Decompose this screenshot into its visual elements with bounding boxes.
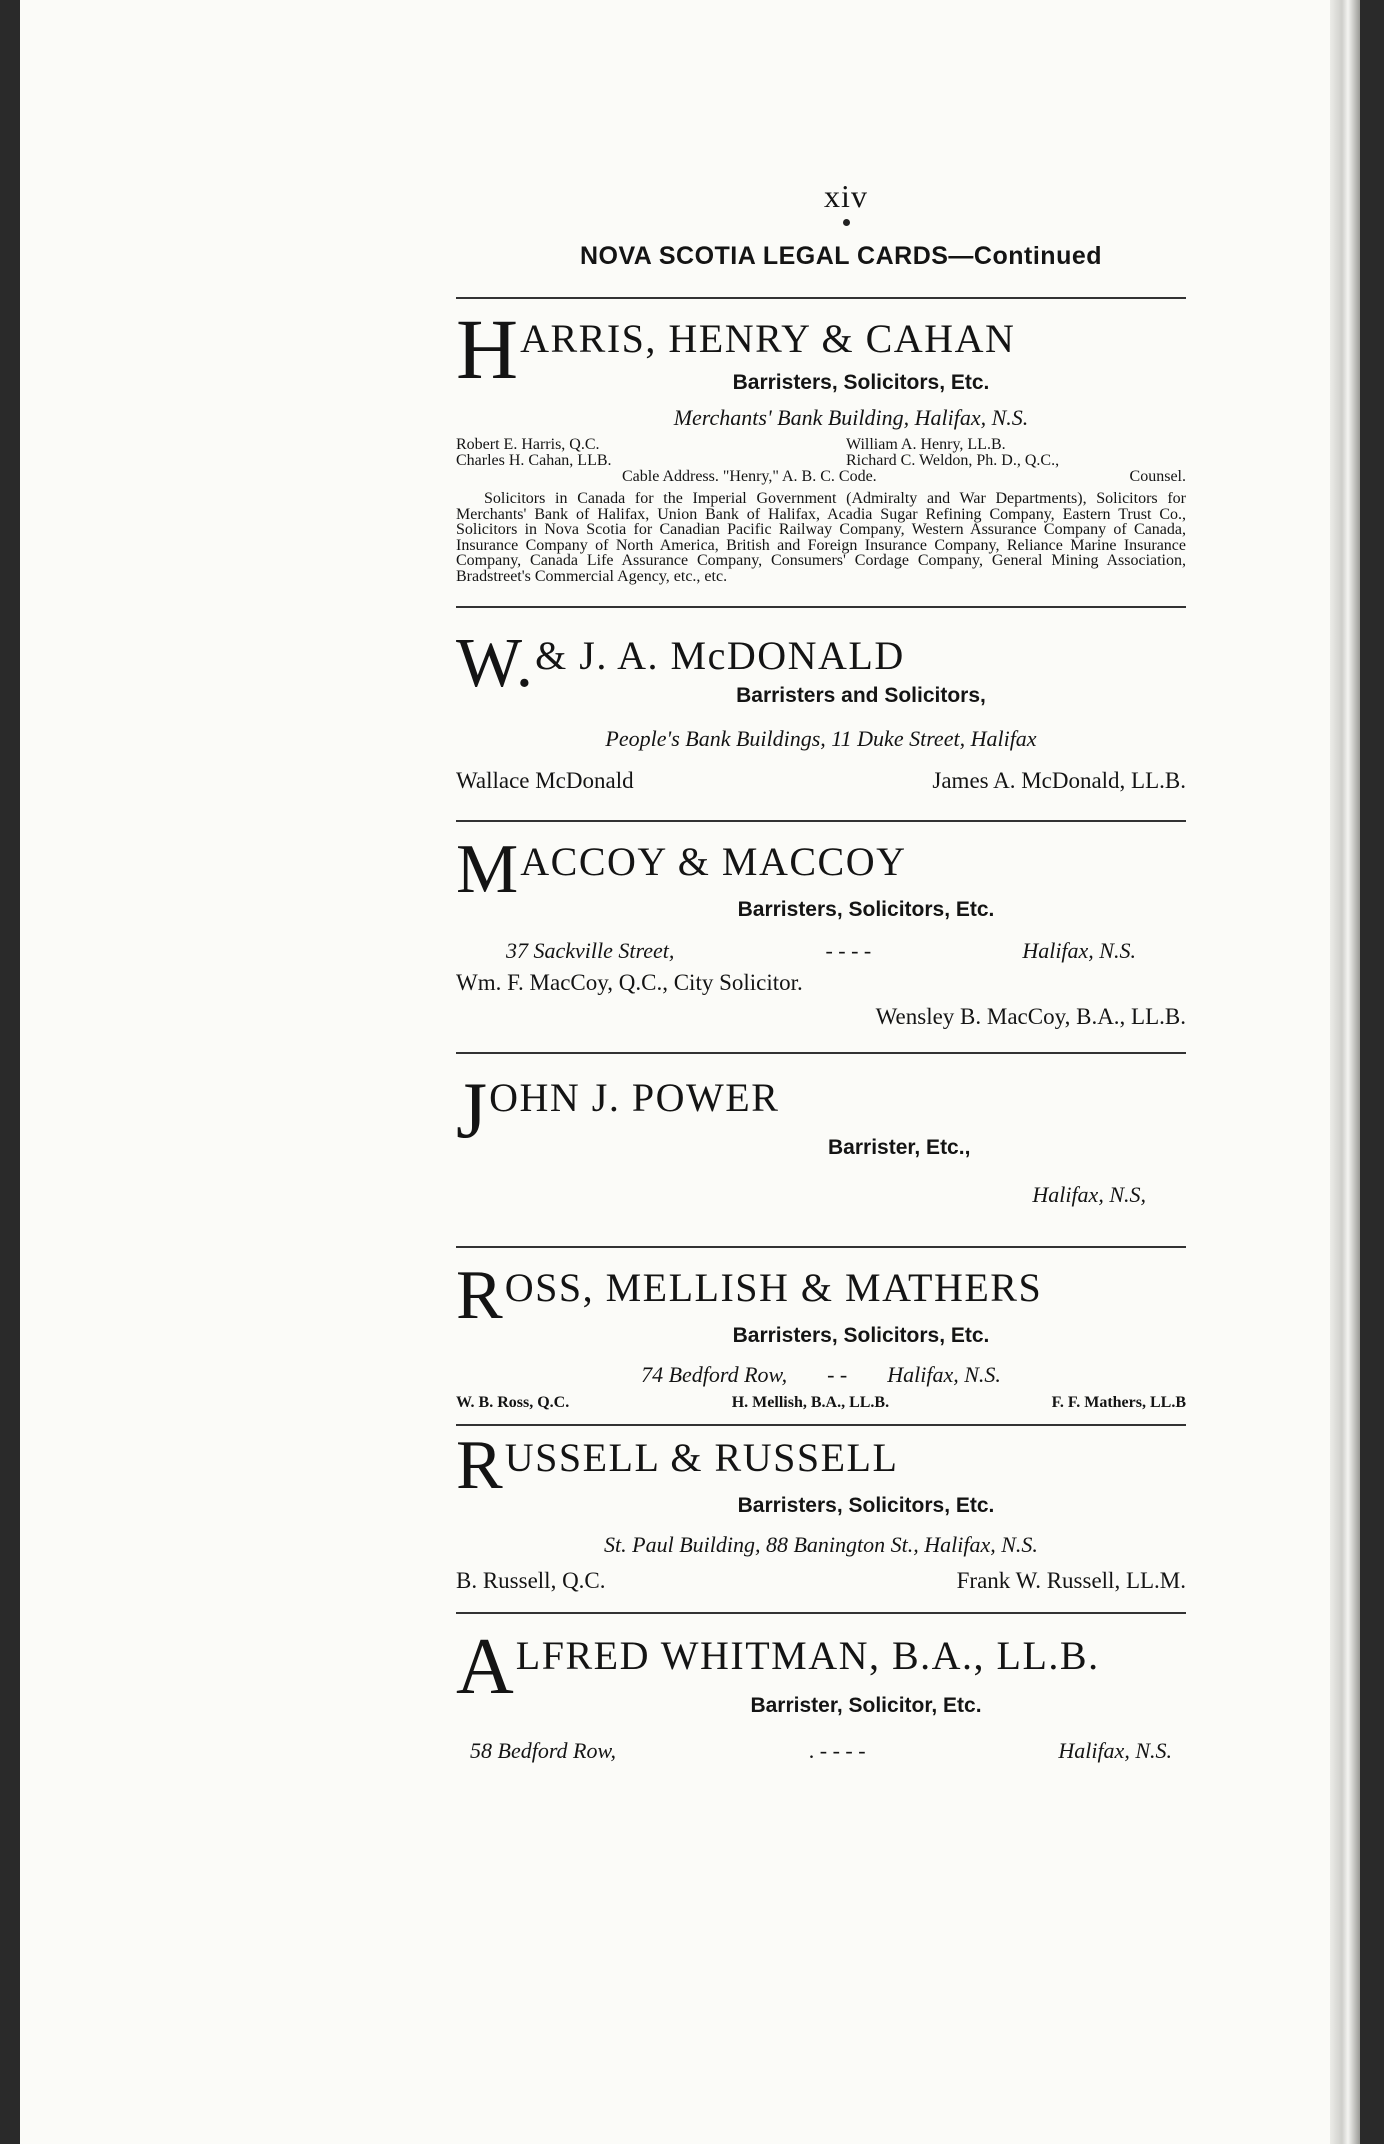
card-mcdonald: [456, 608, 1186, 794]
firm-initial: H: [456, 301, 519, 397]
member: H. Mellish, B.A., LL.B.: [731, 1394, 890, 1411]
firm-initial: W.: [456, 625, 534, 702]
address-street: 37 Sackville Street,: [506, 938, 675, 963]
address-dashes: . - - - -: [808, 1738, 866, 1763]
firm-initial: R: [456, 1257, 503, 1334]
profession: Barristers, Solicitors, Etc.: [732, 371, 990, 394]
address: People's Bank Buildings, 11 Duke Street, Halifax: [605, 726, 1037, 751]
members-row: [456, 1394, 1186, 1412]
clients-text: [456, 491, 1186, 584]
partner: Charles H. Cahan, LLB.: [456, 452, 612, 469]
firm-name-rest: ACCOY & MACCOY: [520, 839, 907, 884]
card-maccoy: [456, 822, 1186, 1030]
member: W. B. Ross, Q.C.: [456, 1394, 570, 1411]
firm-name-rest: OHN J. POWER: [489, 1075, 780, 1120]
profession: Barrister, Solicitor, Etc.: [750, 1694, 982, 1717]
counsel-note: Counsel.: [1129, 468, 1186, 485]
partner: Robert E. Harris, Q.C.: [456, 436, 600, 453]
content: [456, 178, 1186, 1770]
page-edge: [1330, 0, 1360, 2144]
partner: William A. Henry, LL.B.: [846, 436, 1006, 453]
profession: Barrister, Etc.,: [828, 1136, 971, 1159]
profession: Barristers, Solicitors, Etc.: [737, 1494, 995, 1517]
profession: Barristers and Solicitors,: [736, 684, 986, 707]
member-right: Frank W. Russell, LL.M.: [956, 1568, 1186, 1593]
member-left: B. Russell, Q.C.: [456, 1568, 606, 1593]
card-alfred-whitman: [456, 1614, 1186, 1764]
partners-row: [456, 453, 1186, 469]
address-dashes: - - - -: [825, 938, 872, 963]
address-row: [456, 1362, 1186, 1388]
firm-name-rest: ARRIS, HENRY & CAHAN: [520, 316, 1016, 361]
running-title: NOVA SCOTIA LEGAL CARDS—Continued: [579, 242, 1103, 270]
partner: Richard C. Weldon, Ph. D., Q.C.,: [846, 452, 1060, 469]
member: F. F. Mathers, LL.B: [1051, 1394, 1186, 1411]
page: [20, 0, 1360, 2144]
address-city: Halifax, N.S.: [1022, 938, 1136, 963]
card-ross-mellish-mathers: [456, 1248, 1186, 1412]
firm-initial: M: [456, 831, 519, 908]
profession: Barristers, Solicitors, Etc.: [732, 1324, 990, 1347]
firm-initial: A: [456, 1623, 514, 1711]
firm-name-rest: LFRED WHITMAN, B.A., LL.B.: [515, 1633, 1100, 1678]
member-line: Wensley B. MacCoy, B.A., LL.B.: [875, 1004, 1186, 1029]
names-row: [456, 768, 1186, 794]
address-row: [456, 1738, 1186, 1764]
address-city: Halifax, N.S.: [1058, 1738, 1172, 1763]
page-number: xiv: [824, 178, 868, 214]
member-right: James A. McDonald, LL.B.: [932, 768, 1186, 793]
firm-name: [456, 831, 1186, 908]
address: Merchants' Bank Building, Halifax, N.S.: [673, 405, 1029, 430]
address-street: 58 Bedford Row,: [470, 1738, 617, 1763]
firm-name-rest: OSS, MELLISH & MATHERS: [504, 1265, 1043, 1310]
clients-blurb: Solicitors in Canada for the Imperial Government (Admiralty and War Departments), Solicitors for Merchants' Bank of Halifax, Union Bank of Halifax, Acadia Sugar Refining Company, Eastern Trust Co., Solicitors in Nova Scotia for Canadian Pacific Railway Company, Western Assurance Company of Canada, Insurance Company of North America, British and Foreign Insurance Company, Reliance Marine Insurance Company, Canada Life Assurance Company, Consumers' Cordage Company, General Mining Association, Bradstreet's Commercial Agency, etc., etc.: [456, 490, 1186, 585]
card-russell: [456, 1426, 1186, 1594]
address: St. Paul Building, 88 Banington St., Halifax, N.S.: [604, 1532, 1038, 1557]
address-dashes: - -: [827, 1362, 848, 1387]
firm-name: [456, 1257, 1186, 1334]
card-harris-henry-cahan: [456, 299, 1186, 584]
partners-row: [456, 437, 1186, 453]
member-line: Wm. F. MacCoy, Q.C., City Solicitor.: [456, 970, 803, 995]
firm-initial: J: [456, 1067, 488, 1155]
cable-address: Cable Address. "Henry," A. B. C. Code.: [622, 468, 877, 485]
ornament-dot: [843, 219, 850, 226]
firm-name-rest: & J. A. McDONALD: [535, 633, 905, 678]
address-street: 74 Bedford Row,: [641, 1362, 788, 1387]
card-john-power: [456, 1054, 1186, 1246]
profession: Barristers, Solicitors, Etc.: [737, 898, 995, 921]
cable-row: [456, 469, 1186, 485]
member-left: Wallace McDonald: [456, 768, 634, 793]
names-row: [456, 1568, 1186, 1594]
partners: [456, 437, 1186, 485]
firm-name-rest: USSELL & RUSSELL: [504, 1435, 899, 1480]
address-city: Halifax, N.S.: [887, 1362, 1001, 1387]
firm-name: [456, 1427, 1186, 1504]
firm-initial: R: [456, 1427, 503, 1504]
address-row: [456, 938, 1186, 964]
address: Halifax, N.S,: [1032, 1182, 1146, 1207]
